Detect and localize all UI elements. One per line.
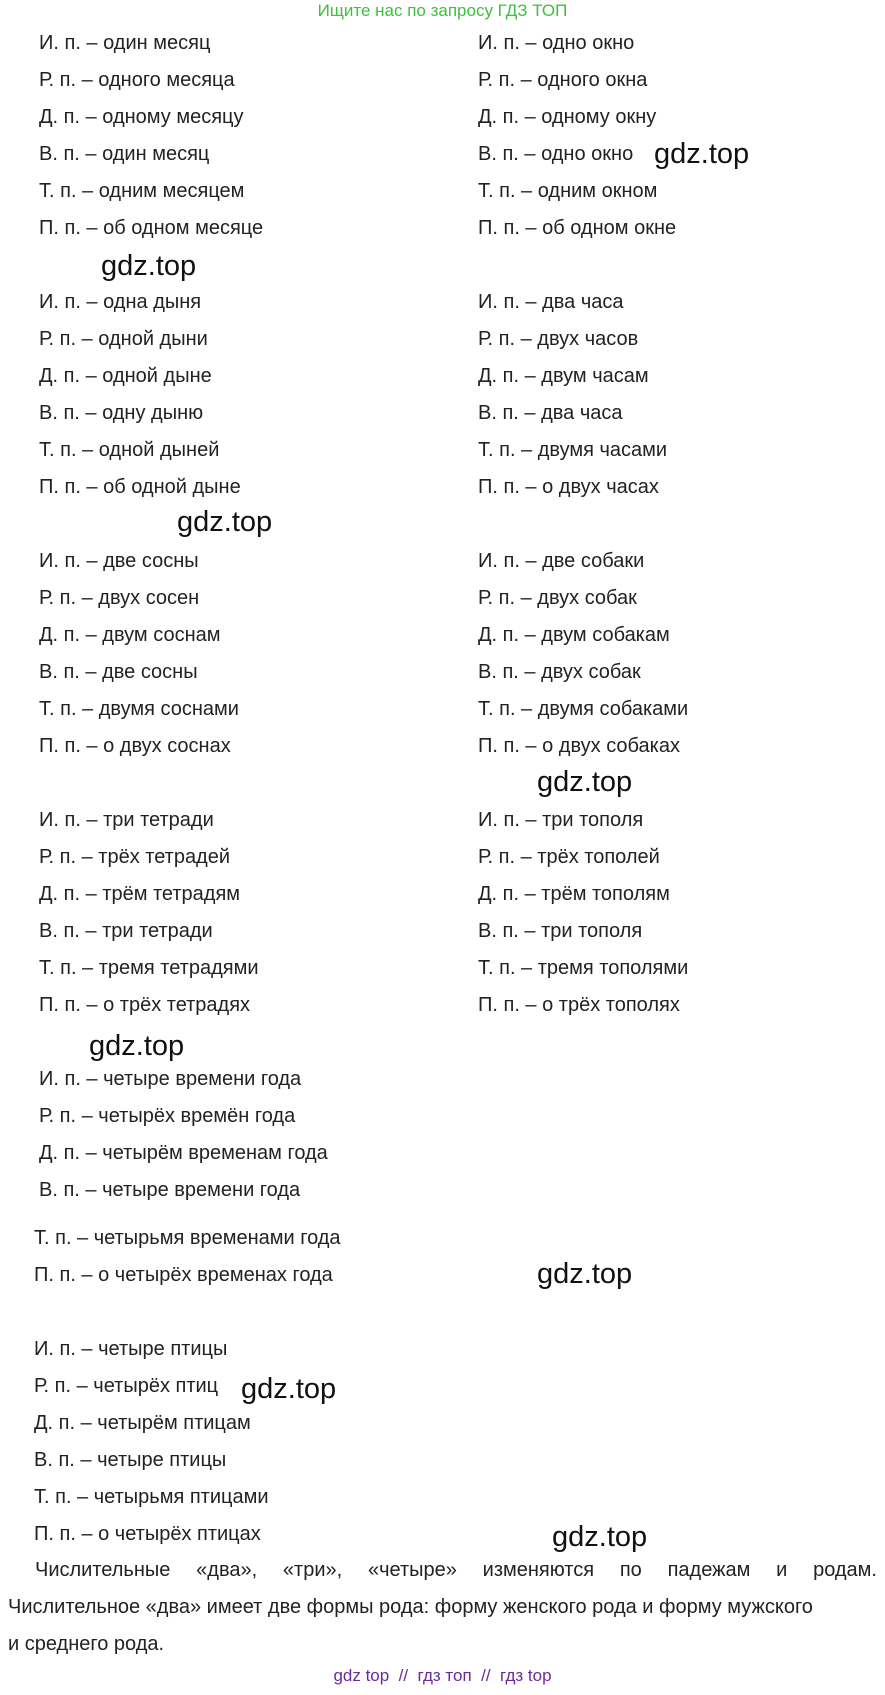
case-line: В. п. – четыре времени года [39, 1179, 301, 1201]
case-line: В. п. – двух собак [478, 661, 641, 683]
case-line: П. п. – о четырёх птицах [34, 1523, 261, 1545]
watermark: gdz.top [177, 506, 273, 538]
watermark: gdz.top [89, 1030, 185, 1062]
case-line: Т. п. – двумя часами [478, 439, 668, 461]
case-line: Д. п. – четырём временам года [39, 1142, 328, 1164]
case-line: Р. п. – трёх тополей [478, 846, 660, 868]
paragraph-line: и среднего рода. [8, 1633, 165, 1655]
case-line: П. п. – о двух собаках [478, 735, 680, 757]
case-line: В. п. – три тополя [478, 920, 643, 942]
case-line: Т. п. – двумя собаками [478, 698, 689, 720]
case-line: Д. п. – двум собакам [478, 624, 670, 646]
case-line: Т. п. – четырьмя птицами [34, 1486, 269, 1508]
case-line: Д. п. – одному окну [478, 106, 657, 128]
case-line: Р. п. – трёх тетрадей [39, 846, 231, 868]
case-line: Р. п. – одной дыни [39, 328, 208, 350]
watermark: gdz.top [537, 766, 633, 798]
case-line: И. п. – четыре времени года [39, 1068, 302, 1090]
case-line: П. п. – об одной дыне [39, 476, 241, 498]
case-line: И. п. – три тетради [39, 809, 214, 831]
case-line: Д. п. – двум часам [478, 365, 649, 387]
case-line: П. п. – об одном окне [478, 217, 677, 239]
case-line: Т. п. – двумя соснами [39, 698, 239, 720]
case-line: В. п. – два часа [478, 402, 623, 424]
watermark: gdz.top [654, 138, 750, 170]
case-line: Т. п. – одной дыней [39, 439, 220, 461]
case-line: Т. п. – тремя тополями [478, 957, 689, 979]
case-line: Р. п. – двух сосен [39, 587, 200, 609]
search-hint-header: Ищите нас по запросу ГДЗ ТОП [317, 1, 568, 20]
case-line: П. п. – о трёх тополях [478, 994, 680, 1016]
watermark: gdz.top [537, 1258, 633, 1290]
case-line: И. п. – три тополя [478, 809, 644, 831]
case-line: В. п. – четыре птицы [34, 1449, 227, 1471]
case-line: И. п. – два часа [478, 291, 624, 313]
case-line: П. п. – о четырёх временах года [34, 1264, 333, 1286]
case-line: П. п. – о двух соснах [39, 735, 231, 757]
case-line: В. п. – три тетради [39, 920, 213, 942]
case-line: В. п. – две сосны [39, 661, 198, 683]
case-line: Р. п. – четырёх птиц [34, 1375, 219, 1397]
case-line: Т. п. – одним месяцем [39, 180, 245, 202]
case-line: И. п. – четыре птицы [34, 1338, 228, 1360]
case-line: Д. п. – одной дыне [39, 365, 212, 387]
case-line: П. п. – о двух часах [478, 476, 659, 498]
case-line: Р. п. – одного окна [478, 69, 648, 91]
case-line: И. п. – две собаки [478, 550, 645, 572]
paragraph-line: Числительные «два», «три», «четыре» изменяются по падежам и родам. [35, 1559, 877, 1581]
case-line: Д. п. – трём тетрадям [39, 883, 241, 905]
case-line: В. п. – один месяц [39, 143, 210, 165]
case-line: П. п. – об одном месяце [39, 217, 264, 239]
case-line: Р. п. – двух часов [478, 328, 639, 350]
case-line: В. п. – одно окно [478, 143, 634, 165]
case-line: Д. п. – четырём птицам [34, 1412, 251, 1434]
footer-links[interactable]: gdz top // гдз топ // гдз top [333, 1666, 552, 1685]
case-line: Р. п. – двух собак [478, 587, 637, 609]
case-line: Д. п. – одному месяцу [39, 106, 244, 128]
case-line: Д. п. – двум соснам [39, 624, 221, 646]
case-line: И. п. – один месяц [39, 32, 211, 54]
case-line: П. п. – о трёх тетрадях [39, 994, 251, 1016]
case-line: И. п. – две сосны [39, 550, 199, 572]
case-line: Т. п. – четырьмя временами года [34, 1227, 341, 1249]
case-line: И. п. – одно окно [478, 32, 635, 54]
case-line: Т. п. – одним окном [478, 180, 658, 202]
case-line: Р. п. – четырёх времён года [39, 1105, 296, 1127]
case-line: И. п. – одна дыня [39, 291, 202, 313]
watermark: gdz.top [101, 250, 197, 282]
watermark: gdz.top [241, 1373, 337, 1405]
case-line: Д. п. – трём тополям [478, 883, 670, 905]
case-line: Р. п. – одного месяца [39, 69, 235, 91]
paragraph-line: Числительное «два» имеет две формы рода: форму женского рода и форму мужского [8, 1596, 813, 1618]
watermark: gdz.top [552, 1521, 648, 1553]
explanation-paragraph [8, 1552, 877, 1663]
case-line: В. п. – одну дыню [39, 402, 204, 424]
case-line: Т. п. – тремя тетрадями [39, 957, 259, 979]
